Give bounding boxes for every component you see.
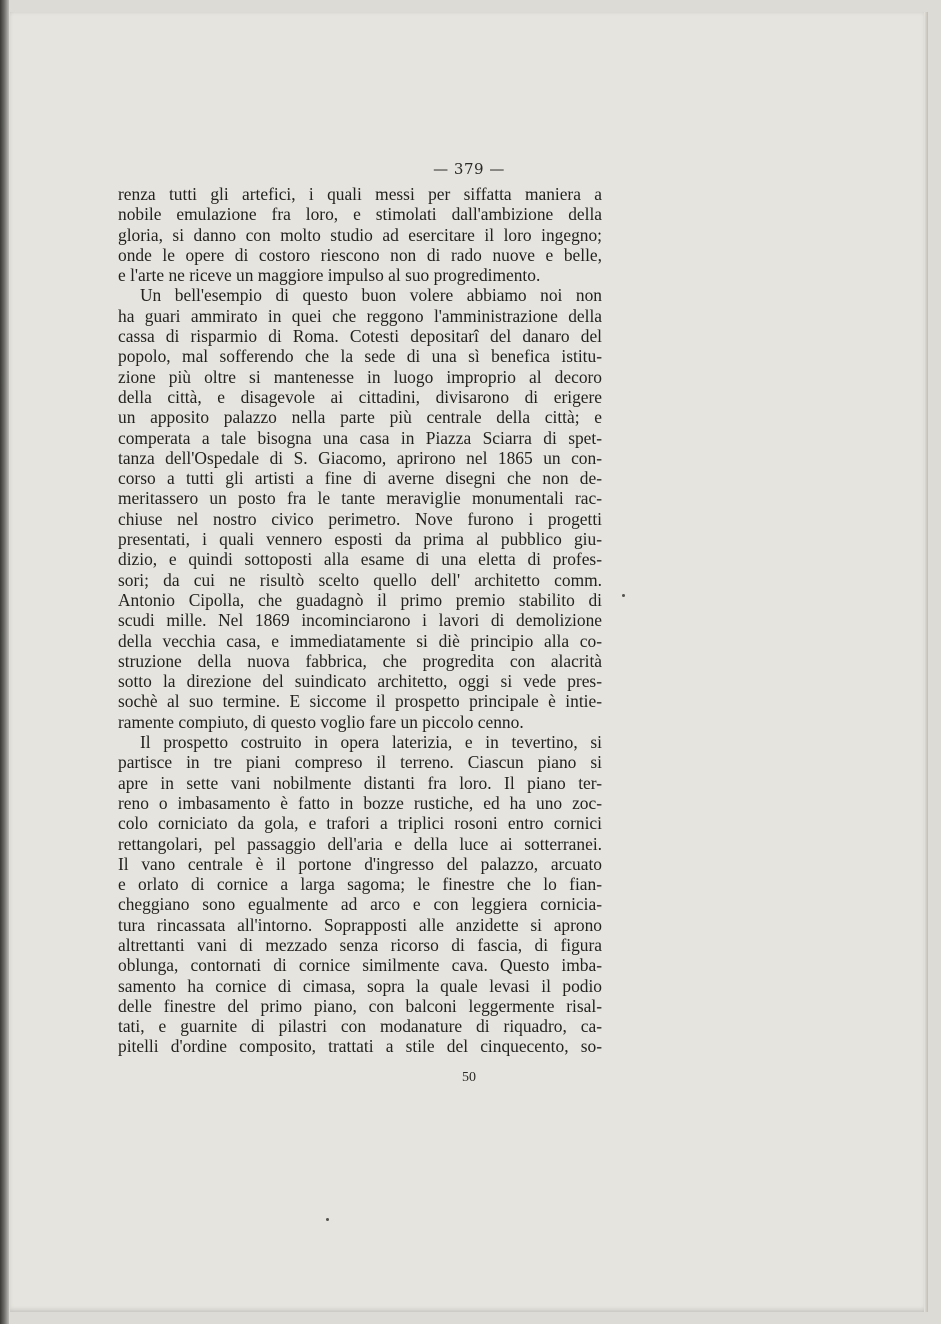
text-line: apre in sette vani nobilmente distanti fra loro. Il piano ter- <box>118 772 602 793</box>
text-line: Il prospetto costruito in opera laterizia, e in tevertino, si <box>140 732 602 753</box>
text-line: oblunga, contornati di cornice similmente cava. Questo imba- <box>118 955 602 976</box>
text-line: reno o imbasamento è fatto in bozze rustiche, ed ha uno zoc- <box>118 792 602 813</box>
text-line: tanza dell'Ospedale di S. Giacomo, aprirono nel 1865 un con- <box>118 447 602 468</box>
text-line: cassa di risparmio di Roma. Cotesti depositarî del danaro del <box>118 326 602 347</box>
page-fold-shadow <box>924 12 928 1312</box>
text-line: meritassero un posto fra le tante meraviglie monumentali rac- <box>118 488 602 509</box>
text-line: ramente compiuto, di questo voglio fare un piccolo cenno. <box>118 711 524 732</box>
text-line: Un bell'esempio di questo buon volere abbiamo noi non <box>140 285 602 306</box>
text-line: nobile emulazione fra loro, e stimolati dall'ambizione della <box>118 204 602 225</box>
text-line: popolo, mal sofferendo che la sede di una sì benefica istitu- <box>118 346 602 367</box>
text-line: sori; da cui ne risultò scelto quello dell' architetto comm. <box>118 569 602 590</box>
text-line: dizio, e quindi sottoposti alla esame di una eletta di profes- <box>118 549 602 570</box>
text-line: sochè al suo termine. E siccome il prospetto principale è intie- <box>118 691 602 712</box>
text-line: altrettanti vani di mezzado senza ricorso di fascia, di figura <box>118 934 602 955</box>
text-line: e l'arte ne riceve un maggiore impulso al suo progredimento. <box>118 265 541 286</box>
text-line: presentati, i quali vennero esposti da prima al pubblico giu- <box>118 529 602 550</box>
text-line: ha guari ammirato in quei che reggono l'amministrazione della <box>118 305 602 326</box>
text-line: della vecchia casa, e immediatamente si diè principio alla co- <box>118 630 602 651</box>
text-line: comperata a tale bisogna una casa in Piazza Sciarra di spet- <box>118 427 602 448</box>
text-line: rettangolari, pel passaggio dell'aria e della luce ai sotterranei. <box>118 833 602 854</box>
body-text <box>118 184 602 1057</box>
text-line: sotto la direzione del suindicato architetto, oggi si vede pres- <box>118 671 602 692</box>
text-line: e orlato di cornice a larga sagoma; le finestre che lo fian- <box>118 874 602 895</box>
text-line: un apposito palazzo nella parte più centrale della città; e <box>118 407 602 428</box>
text-line: zione più oltre si mantenesse in luogo improprio al decoro <box>118 366 602 387</box>
text-line: Antonio Cipolla, che guadagnò il primo premio stabilito di <box>118 589 602 610</box>
text-line: tati, e guarnite di pilastri con modanature di riquadro, ca- <box>118 1016 602 1037</box>
text-line: colo corniciato da gola, e trafori a triplici rosoni entro cornici <box>118 813 602 834</box>
text-line: tura rincassata all'intorno. Soprapposti alle anzidette si aprono <box>118 914 602 935</box>
book-spine-edge <box>0 0 9 1324</box>
text-line: delle finestre del primo piano, con balconi leggermente risal- <box>118 995 602 1016</box>
text-line: corso a tutti gli artisti a fine di averne disegni che non de- <box>118 468 602 489</box>
scan-speck <box>622 594 625 597</box>
text-line: cheggiano sono egualmente ad arco e con leggiera cornicia- <box>118 894 602 915</box>
text-line: pitelli d'ordine composito, trattati a stile del cinquecento, so- <box>118 1036 602 1057</box>
text-line: samento ha cornice di cimasa, sopra la quale levasi il podio <box>118 975 602 996</box>
text-line: Il vano centrale è il portone d'ingresso del palazzo, arcuato <box>118 853 602 874</box>
text-line: struzione della nuova fabbrica, che progredita con alacrità <box>118 650 602 671</box>
scan-speck <box>326 1218 329 1221</box>
text-line: scudi mille. Nel 1869 incominciarono i lavori di demolizione <box>118 610 602 631</box>
book-page <box>10 12 928 1312</box>
text-line: gloria, si danno con molto studio ad esercitare il loro ingegno; <box>118 224 602 245</box>
text-line: della città, e disagevole ai cittadini, divisarono di erigere <box>118 386 602 407</box>
text-line: chiuse nel nostro civico perimetro. Nove furono i progetti <box>118 508 602 529</box>
signature-mark: 50 <box>462 1070 476 1085</box>
text-line: partisce in tre piani compreso il terreno. Ciascun piano si <box>118 752 602 773</box>
text-line: onde le opere di costoro riescono non di rado nuove e belle, <box>118 244 602 265</box>
running-header-page-number: — 379 — <box>433 160 505 178</box>
text-line: renza tutti gli artefici, i quali messi per siffatta maniera a <box>118 184 602 204</box>
